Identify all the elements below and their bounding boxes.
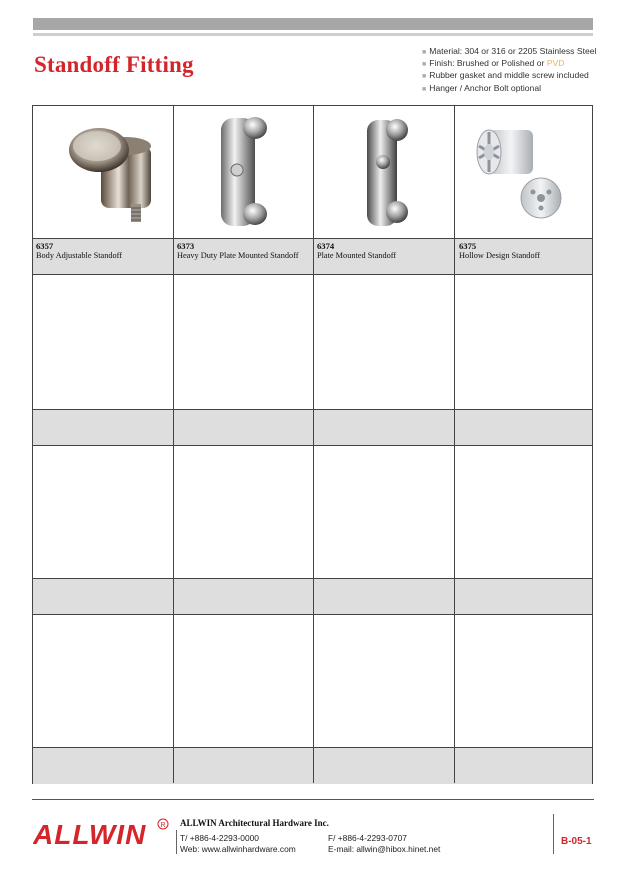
heavy-duty-plate-standoff-photo xyxy=(215,114,273,234)
footer-separator xyxy=(176,830,177,854)
spec-item: ■ Hanger / Anchor Bolt optional xyxy=(422,82,542,93)
contact-left xyxy=(180,833,296,855)
bullet-icon: ■ xyxy=(422,61,427,69)
product-label xyxy=(36,241,122,261)
product-label xyxy=(459,241,540,261)
product-name: Heavy Duty Plate Mounted Standoff xyxy=(177,251,299,260)
footer-divider xyxy=(32,799,594,800)
product-code: 6374 xyxy=(317,241,335,251)
spec-item: ■ Rubber gasket and middle screw included xyxy=(422,70,589,81)
email-link[interactable]: E-mail: allwin@hibox.hinet.net xyxy=(328,844,441,854)
pvd-highlight: PVD xyxy=(546,58,565,69)
product-name: Plate Mounted Standoff xyxy=(317,251,397,260)
product-label xyxy=(317,241,396,261)
product-code: 6375 xyxy=(459,241,477,251)
contact-right xyxy=(328,833,440,855)
bullet-icon: ■ xyxy=(422,73,427,81)
product-code: 6357 xyxy=(36,241,54,251)
grid-line xyxy=(454,106,455,783)
fax-text: F/ +886-4-2293-0707 xyxy=(328,833,407,843)
logo-wordmark: ALLWIN xyxy=(33,819,147,850)
grid-line xyxy=(173,106,174,783)
phone-text: T/ +886-4-2293-0000 xyxy=(180,833,259,843)
plate-mounted-standoff-photo xyxy=(361,114,413,234)
product-name: Body Adjustable Standoff xyxy=(36,251,123,260)
product-name: Hollow Design Standoff xyxy=(459,251,540,260)
product-code: 6373 xyxy=(177,241,195,251)
top-bar-thin xyxy=(33,33,593,36)
page-code: B-05-1 xyxy=(561,836,592,847)
svg-text:R: R xyxy=(160,822,166,829)
footer-separator xyxy=(553,814,554,854)
top-bar xyxy=(33,18,593,30)
bullet-icon: ■ xyxy=(422,85,427,93)
bullet-icon: ■ xyxy=(422,49,427,56)
page-title: Standoff Fitting xyxy=(34,52,194,77)
website-link[interactable]: Web: www.allwinhardware.com xyxy=(180,844,296,854)
body-adjustable-standoff-photo xyxy=(41,112,166,232)
spec-list xyxy=(422,46,596,95)
grid-line xyxy=(313,106,314,783)
hollow-design-standoff-photo xyxy=(463,116,573,226)
product-label xyxy=(177,241,299,261)
company-name: ALLWIN Architectural Hardware Inc. xyxy=(180,818,329,828)
spec-item: ■ Material: 304 or 316 or 2205 Stainless Steel xyxy=(422,46,597,56)
product-grid xyxy=(32,105,593,784)
spec-item: ■ Finish: Brushed or Polished or PVD xyxy=(422,58,565,69)
allwin-logo xyxy=(33,818,173,855)
